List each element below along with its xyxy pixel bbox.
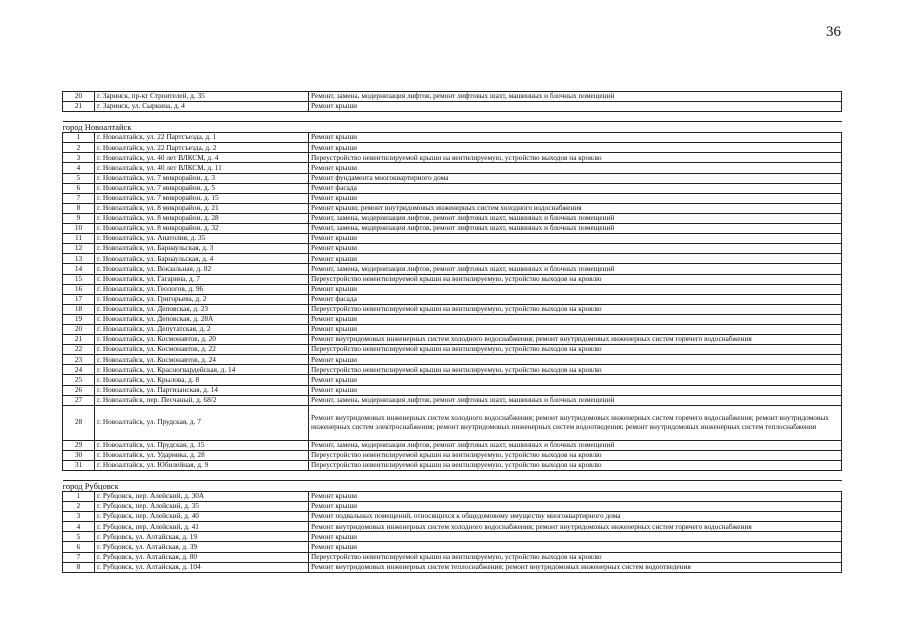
- table-row: [63, 92, 842, 102]
- table-row: [63, 324, 842, 334]
- row-number: 11: [63, 234, 95, 244]
- row-address: г. Новоалтайск, ул. 40 лет ВЛКСМ, д. 11: [95, 163, 309, 173]
- row-number: 24: [63, 365, 95, 375]
- row-number: 31: [63, 460, 95, 470]
- row-number: 10: [63, 224, 95, 234]
- city-name: город Рубцовск: [63, 481, 842, 492]
- table-row: [63, 440, 842, 450]
- row-work-type: Ремонт крыши; ремонт внутридомовых инженерных систем холодного водоснабжения: [309, 203, 842, 213]
- table-row: [63, 355, 842, 365]
- row-address: г. Рубцовск, ул. Алтайская, д. 19: [95, 532, 309, 542]
- row-work-type: Ремонт крыши: [309, 234, 842, 244]
- table-row: [63, 562, 842, 572]
- row-number: 4: [63, 522, 95, 532]
- row-address: г. Новоалтайск, ул. Прудская, д. 7: [95, 405, 309, 440]
- row-work-type: Переустройство невентилируемой крыши на вентилируемую, устройство выходов на кровлю: [309, 345, 842, 355]
- section-spacer: [63, 112, 842, 122]
- city-section-header: [63, 122, 842, 133]
- row-address: г. Новоалтайск, ул. 40 лет ВЛКСМ, д. 4: [95, 153, 309, 163]
- table-row: [63, 274, 842, 284]
- table-row: [63, 203, 842, 213]
- row-address: г. Рубцовск, пер. Алейский, д. 30А: [95, 492, 309, 502]
- row-number: 5: [63, 532, 95, 542]
- row-address: г. Заринск, ул. Сыркина, д. 4: [95, 102, 309, 112]
- table-row: [63, 224, 842, 234]
- row-number: 4: [63, 163, 95, 173]
- row-number: 29: [63, 440, 95, 450]
- row-number: 12: [63, 244, 95, 254]
- row-address: г. Заринск, пр-кт Строителей, д. 35: [95, 92, 309, 102]
- table-row: [63, 512, 842, 522]
- row-number: 2: [63, 502, 95, 512]
- row-number: 14: [63, 264, 95, 274]
- row-work-type: Переустройство невентилируемой крыши на вентилируемую, устройство выходов на кровлю: [309, 274, 842, 284]
- row-address: г. Новоалтайск, ул. Барнаульская, д. 3: [95, 244, 309, 254]
- row-address: г. Новоалтайск, ул. 8 микрорайон, д. 21: [95, 203, 309, 213]
- city-section-header: [63, 481, 842, 492]
- row-number: 22: [63, 345, 95, 355]
- row-address: г. Рубцовск, пер. Алейский, д. 40: [95, 512, 309, 522]
- row-number: 25: [63, 375, 95, 385]
- table-row: [63, 244, 842, 254]
- row-number: 9: [63, 213, 95, 223]
- table-row: [63, 405, 842, 440]
- row-work-type: Ремонт, замена, модернизация лифтов, ремонт лифтовых шахт, машинных и блочных помещений: [309, 213, 842, 223]
- table-row: [63, 365, 842, 375]
- table-row: [63, 532, 842, 542]
- table-row: [63, 264, 842, 274]
- row-number: 8: [63, 562, 95, 572]
- table-row: [63, 102, 842, 112]
- city-name: город Новоалтайск: [63, 122, 842, 133]
- row-work-type: Ремонт подвальных помещений, относящихся к общедомовому имуществу многоквартирного дома: [309, 512, 842, 522]
- row-number: 28: [63, 405, 95, 440]
- table-row: [63, 234, 842, 244]
- row-work-type: Ремонт крыши: [309, 324, 842, 334]
- table-row: [63, 183, 842, 193]
- repair-program-table: [62, 91, 842, 573]
- row-work-type: Ремонт фундамента многоквартирного дома: [309, 173, 842, 183]
- row-work-type: Ремонт крыши: [309, 284, 842, 294]
- row-work-type: Переустройство невентилируемой крыши на вентилируемую, устройство выходов на кровлю: [309, 365, 842, 375]
- row-work-type: Ремонт крыши: [309, 385, 842, 395]
- table-row: [63, 450, 842, 460]
- table-row: [63, 460, 842, 470]
- table-row: [63, 163, 842, 173]
- row-number: 26: [63, 385, 95, 395]
- row-address: г. Новоалтайск, ул. Ударника, д. 28: [95, 450, 309, 460]
- row-address: г. Новоалтайск, ул. 7 микрорайон, д. 3: [95, 173, 309, 183]
- row-number: 5: [63, 173, 95, 183]
- row-number: 6: [63, 183, 95, 193]
- spacer-cell: [63, 112, 842, 122]
- table-row: [63, 284, 842, 294]
- row-number: 23: [63, 355, 95, 365]
- table-row: [63, 173, 842, 183]
- row-address: г. Рубцовск, ул. Алтайская, д. 104: [95, 562, 309, 572]
- row-address: г. Новоалтайск, ул. Геологов, д. 96: [95, 284, 309, 294]
- row-number: 3: [63, 512, 95, 522]
- row-address: г. Новоалтайск, ул. Партизанская, д. 14: [95, 385, 309, 395]
- row-address: г. Новоалтайск, ул. Космонавтов, д. 22: [95, 345, 309, 355]
- table-row: [63, 294, 842, 304]
- row-address: г. Новоалтайск, ул. Красногвардейская, д. 14: [95, 365, 309, 375]
- row-work-type: Ремонт крыши: [309, 492, 842, 502]
- row-work-type: Ремонт крыши: [309, 532, 842, 542]
- row-number: 13: [63, 254, 95, 264]
- row-number: 6: [63, 542, 95, 552]
- row-work-type: Ремонт крыши: [309, 143, 842, 153]
- row-address: г. Новоалтайск, ул. Деповская, д. 28А: [95, 314, 309, 324]
- row-work-type: Ремонт крыши: [309, 502, 842, 512]
- row-number: 16: [63, 284, 95, 294]
- row-address: г. Новоалтайск, ул. 7 микрорайон, д. 15: [95, 193, 309, 203]
- row-work-type: Ремонт крыши: [309, 254, 842, 264]
- row-address: г. Рубцовск, ул. Алтайская, д. 39: [95, 542, 309, 552]
- row-work-type: Ремонт крыши: [309, 244, 842, 254]
- row-work-type: Ремонт, замена, модернизация лифтов, ремонт лифтовых шахт, машинных и блочных помещений: [309, 264, 842, 274]
- row-address: г. Новоалтайск, пер. Песчаный, д. 68/2: [95, 395, 309, 405]
- row-work-type: Переустройство невентилируемой крыши на вентилируемую, устройство выходов на кровлю: [309, 460, 842, 470]
- row-address: г. Новоалтайск, ул. Вокзальная, д. 82: [95, 264, 309, 274]
- table-row: [63, 193, 842, 203]
- row-work-type: Ремонт крыши: [309, 102, 842, 112]
- row-address: г. Новоалтайск, ул. Космонавтов, д. 20: [95, 335, 309, 345]
- row-number: 1: [63, 133, 95, 143]
- table-row: [63, 335, 842, 345]
- row-number: 17: [63, 294, 95, 304]
- row-number: 1: [63, 492, 95, 502]
- spacer-cell: [63, 471, 842, 481]
- row-address: г. Новоалтайск, ул. Анатолия, д. 35: [95, 234, 309, 244]
- row-address: г. Рубцовск, ул. Алтайская, д. 80: [95, 552, 309, 562]
- section-spacer: [63, 471, 842, 481]
- table-row: [63, 552, 842, 562]
- table-row: [63, 345, 842, 355]
- row-number: 8: [63, 203, 95, 213]
- row-number: 18: [63, 304, 95, 314]
- row-work-type: Переустройство невентилируемой крыши на вентилируемую, устройство выходов на кровлю: [309, 552, 842, 562]
- table-row: [63, 213, 842, 223]
- row-work-type: Ремонт крыши: [309, 133, 842, 143]
- table-row: [63, 522, 842, 532]
- row-address: г. Новоалтайск, ул. 7 микрорайон, д. 5: [95, 183, 309, 193]
- row-work-type: Ремонт крыши: [309, 542, 842, 552]
- row-number: 30: [63, 450, 95, 460]
- row-work-type: Ремонт крыши: [309, 163, 842, 173]
- row-work-type: Ремонт крыши: [309, 375, 842, 385]
- row-number: 27: [63, 395, 95, 405]
- row-work-type: Ремонт, замена, модернизация лифтов, ремонт лифтовых шахт, машинных и блочных помещений: [309, 395, 842, 405]
- table-row: [63, 133, 842, 143]
- row-work-type: Переустройство невентилируемой крыши на вентилируемую, устройство выходов на кровлю: [309, 450, 842, 460]
- row-address: г. Новоалтайск, ул. Гагарина, д. 7: [95, 274, 309, 284]
- row-number: 7: [63, 552, 95, 562]
- row-work-type: Переустройство невентилируемой крыши на вентилируемую, устройство выходов на кровлю: [309, 304, 842, 314]
- row-work-type: Ремонт внутридомовых инженерных систем холодного водоснабжения; ремонт внутридомовых инженерных систем горячего водоснабжения: [309, 522, 842, 532]
- table-row: [63, 143, 842, 153]
- row-work-type: Ремонт крыши: [309, 314, 842, 324]
- row-address: г. Рубцовск, пер. Алейский, д. 35: [95, 502, 309, 512]
- row-number: 3: [63, 153, 95, 163]
- row-address: г. Новоалтайск, ул. Юбилейная, д. 9: [95, 460, 309, 470]
- row-work-type: Ремонт внутридомовых инженерных систем холодного водоснабжения; ремонт внутридомовых инженерных систем горячего водоснабжения: [309, 335, 842, 345]
- row-address: г. Новоалтайск, ул. Прудская, д. 15: [95, 440, 309, 450]
- table-row: [63, 304, 842, 314]
- row-work-type: Ремонт, замена, модернизация лифтов, ремонт лифтовых шахт, машинных и блочных помещений: [309, 224, 842, 234]
- table-row: [63, 314, 842, 324]
- row-work-type: Ремонт, замена, модернизация лифтов, ремонт лифтовых шахт, машинных и блочных помещений: [309, 92, 842, 102]
- row-address: г. Новоалтайск, ул. Депутатская, д. 2: [95, 324, 309, 334]
- row-work-type: Ремонт крыши: [309, 355, 842, 365]
- row-address: г. Рубцовск, пер. Алейский, д. 41: [95, 522, 309, 532]
- row-address: г. Новоалтайск, ул. Деповская, д. 23: [95, 304, 309, 314]
- table-row: [63, 153, 842, 163]
- row-number: 7: [63, 193, 95, 203]
- row-work-type: Ремонт, замена, модернизация лифтов, ремонт лифтовых шахт, машинных и блочных помещений: [309, 440, 842, 450]
- row-address: г. Новоалтайск, ул. 22 Партсъезда, д. 2: [95, 143, 309, 153]
- row-address: г. Новоалтайск, ул. Крылова, д. 8: [95, 375, 309, 385]
- row-work-type: Ремонт фасада: [309, 183, 842, 193]
- row-work-type: Ремонт крыши: [309, 193, 842, 203]
- row-number: 20: [63, 324, 95, 334]
- row-address: г. Новоалтайск, ул. 8 микрорайон, д. 32: [95, 224, 309, 234]
- row-work-type: Ремонт внутридомовых инженерных систем теплоснабжения; ремонт внутридомовых инженерных систем водоотведения: [309, 562, 842, 572]
- row-work-type: Ремонт фасада: [309, 294, 842, 304]
- table-row: [63, 542, 842, 552]
- row-work-type: Ремонт внутридомовых инженерных систем холодного водоснабжения; ремонт внутридомовых инженерных систем горячего водоснабжения; ремонт внутридомовых инженерных систем электроснабжения; ремонт внутридомовых инженерных систем водоотведения; ремонт внутридомовых инженерных систем теплоснабжения: [309, 405, 842, 440]
- table-row: [63, 502, 842, 512]
- table-row: [63, 254, 842, 264]
- row-number: 21: [63, 335, 95, 345]
- row-number: 21: [63, 102, 95, 112]
- row-number: 19: [63, 314, 95, 324]
- table-row: [63, 395, 842, 405]
- table-row: [63, 492, 842, 502]
- page-number: 36: [826, 24, 841, 40]
- table-body: [63, 92, 842, 573]
- row-address: г. Новоалтайск, ул. 8 микрорайон, д. 28: [95, 213, 309, 223]
- row-address: г. Новоалтайск, ул. Барнаульская, д. 4: [95, 254, 309, 264]
- row-number: 15: [63, 274, 95, 284]
- row-address: г. Новоалтайск, ул. 22 Партсъезда, д. 1: [95, 133, 309, 143]
- row-number: 2: [63, 143, 95, 153]
- row-work-type: Переустройство невентилируемой крыши на вентилируемую, устройство выходов на кровлю: [309, 153, 842, 163]
- row-number: 20: [63, 92, 95, 102]
- table-row: [63, 375, 842, 385]
- row-address: г. Новоалтайск, ул. Григорьева, д. 2: [95, 294, 309, 304]
- table-row: [63, 385, 842, 395]
- row-address: г. Новоалтайск, ул. Космонавтов, д. 24: [95, 355, 309, 365]
